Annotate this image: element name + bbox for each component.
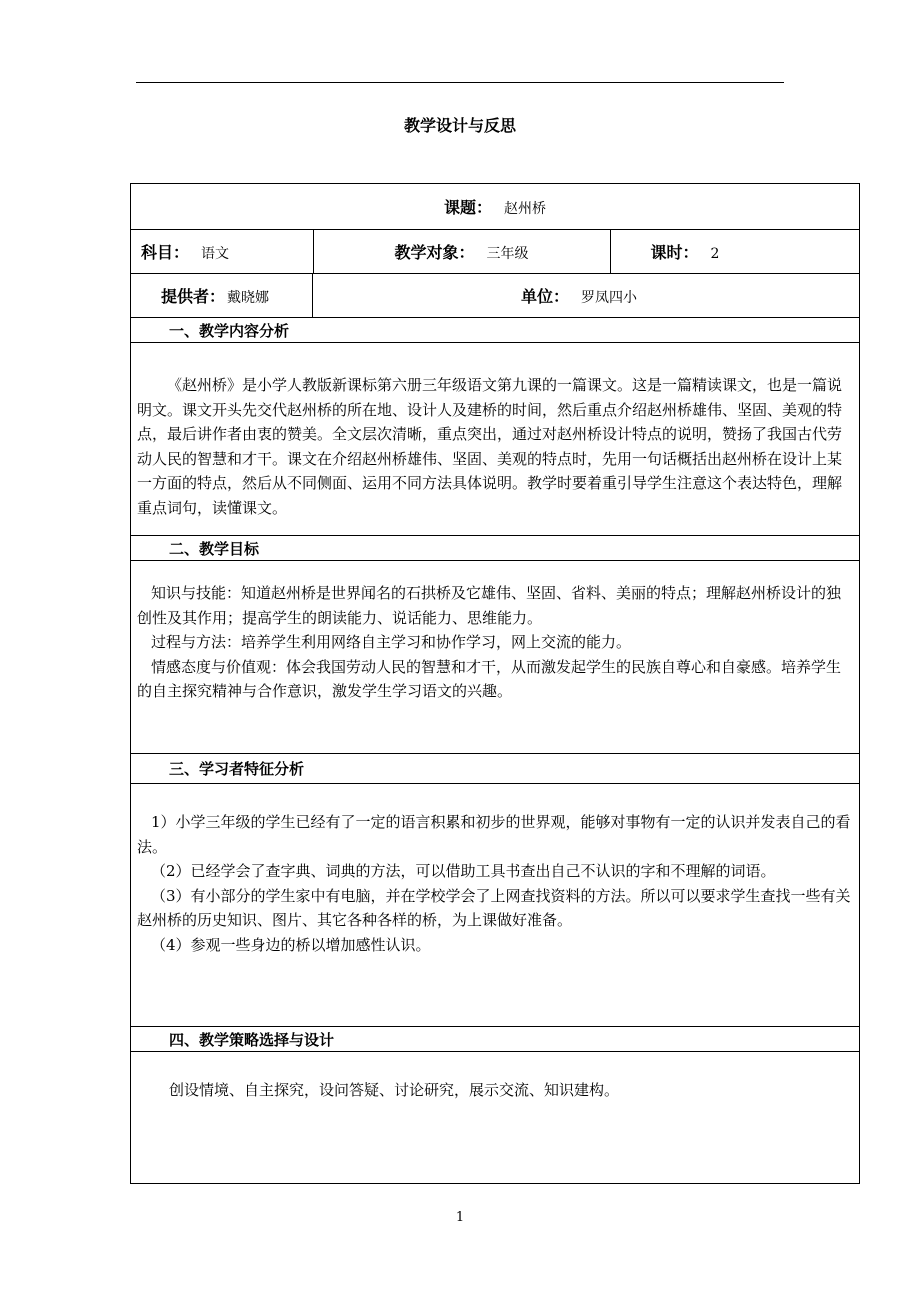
info-row <box>131 230 860 274</box>
section-3-paragraph: （2）已经学会了查字典、词典的方法，可以借助工具书查出自己不认识的字和不理解的词语。 <box>151 862 776 880</box>
section-3-paragraph: （4）参观一些身边的桥以增加感性认识。 <box>151 935 431 954</box>
unit-value: 罗凤四小 <box>581 290 638 306</box>
section-heading <box>131 318 860 343</box>
topic-label: 课题： <box>444 198 493 217</box>
section-2-paragraph: 过程与方法：培养学生利用网络自主学习和协作学习，网上交流的能力。 <box>151 633 632 651</box>
section-1-paragraph: 《赵州桥》是小学人教版新课标第六册三年级语文第九课的一篇课文。这是一篇精读课文，也是一篇说明文。课文开头先交代赵州桥的所在地、设计人及建桥的时间，然后重点介绍赵州桥雄伟、坚固、美观的特点，最后讲作者由衷的赞美。全文层次清晰，重点突出，通过对赵州桥设计特点的说明，赞扬了我国古代劳动人民的智慧和才干。课文在介绍赵州桥雄伟、坚固、美观的特点时，先用一句话概括出赵州桥在设计上某一方面的特点，然后从不同侧面、运用不同方法具体说明。教学时要着重引导学生注意这个表达特色，理解重点词句，读懂课文。 <box>137 376 843 517</box>
section-heading <box>131 754 860 784</box>
provider-label: 提供者： <box>161 287 226 306</box>
section-4-body <box>131 1052 860 1184</box>
document-title: 教学设计与反思 <box>403 116 516 135</box>
page-number: 1 <box>455 1210 465 1225</box>
section-1-title: 一、教学内容分析 <box>131 318 860 343</box>
unit-label: 单位： <box>521 287 570 306</box>
section-4-paragraph: 创设情境、自主探究，设问答疑、讨论研究，展示交流、知识建构。 <box>169 1081 620 1099</box>
subject-value: 语文 <box>201 246 230 262</box>
section-2-paragraph: 知识与技能：知道赵州桥是世界闻名的石拱桥及它雄伟、坚固、省料、美丽的特点；理解赵州桥设计的独创性及其作用；提高学生的朗读能力、说话能力、思维能力。 <box>137 584 842 627</box>
hours-label: 课时： <box>650 243 699 262</box>
header-rule <box>136 82 784 83</box>
section-2-title: 二、教学目标 <box>131 536 860 561</box>
subject-label: 科目： <box>141 243 190 262</box>
section-4-title: 四、教学策略选择与设计 <box>131 1027 860 1052</box>
section-2-paragraph: 情感态度与价值观：体会我国劳动人民的智慧和才干，从而激发起学生的民族自尊心和自豪感。培养学生的自主探究精神与合作意识，激发学生学习语文的兴趣。 <box>137 657 842 700</box>
section-heading <box>131 1027 860 1052</box>
audience-value: 三年级 <box>486 246 529 262</box>
hours-value: 2 <box>710 246 720 262</box>
section-3-title: 三、学习者特征分析 <box>131 754 860 784</box>
section-3-paragraph: （3）有小部分的学生家中有电脑，并在学校学会了上网查找资料的方法。所以可以要求学生查找一些有关赵州桥的历史知识、图片、其它各种各样的桥，为上课做好准备。 <box>137 886 851 929</box>
provider-row <box>131 274 860 318</box>
provider-value: 戴晓娜 <box>227 290 270 306</box>
section-2-body <box>131 561 860 754</box>
audience-label: 教学对象： <box>394 243 475 262</box>
topic-value: 赵州桥 <box>504 201 547 217</box>
section-heading <box>131 536 860 561</box>
section-1-body <box>131 343 860 536</box>
lesson-plan-table <box>130 183 860 1184</box>
topic-row <box>131 184 860 230</box>
section-3-body <box>131 784 860 1027</box>
section-3-paragraph: 1）小学三年级的学生已经有了一定的语言积累和初步的世界观，能够对事物有一定的认识并发表自己的看法。 <box>137 813 851 856</box>
